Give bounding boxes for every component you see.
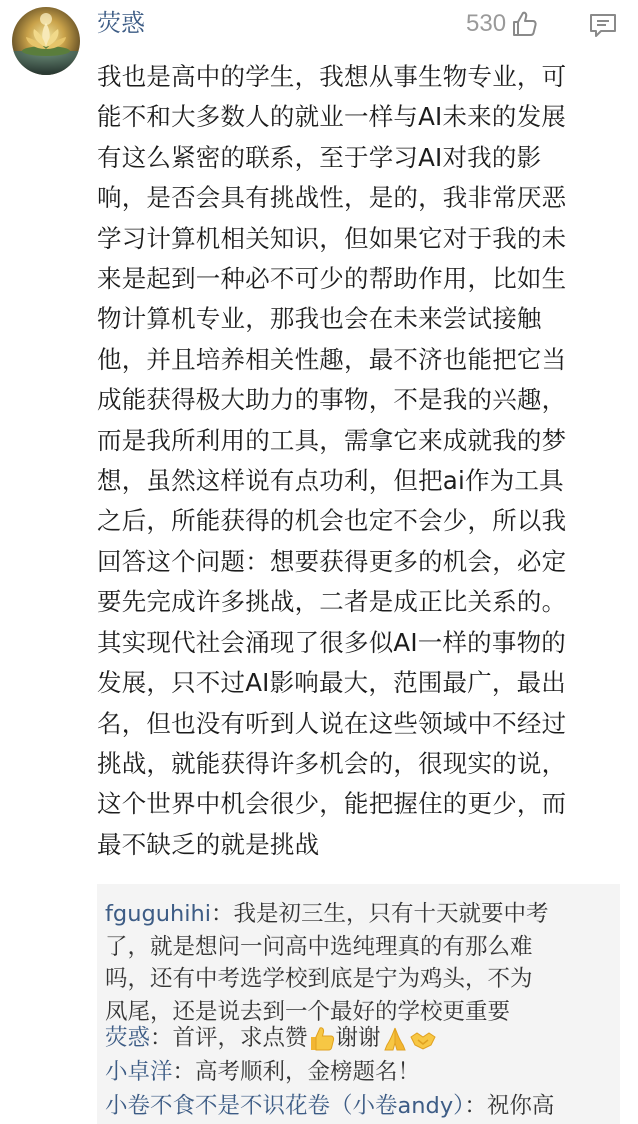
comment-line: 学习计算机相关知识，但如果它对于我的未	[97, 223, 567, 253]
comment-line: 能不和大多数人的就业一样与AI未来的发展	[97, 102, 566, 132]
like-count: 530	[466, 10, 507, 37]
comment-line: 之后，所能获得的机会也定不会少，所以我	[97, 506, 567, 536]
comment-line: 成能获得极大助力的事物，不是我的兴趣，	[97, 385, 567, 415]
reply-item[interactable]	[105, 1056, 420, 1089]
reply-text: 首评，求点赞	[172, 1025, 308, 1051]
reply-text: 谢谢	[335, 1025, 381, 1051]
reply-text: 了，就是想问一问高中选纯理真的有那么难	[105, 933, 533, 960]
avatar[interactable]	[12, 7, 80, 75]
comment-line: 这个世界中机会很少，能把握住的更少，而	[97, 789, 567, 819]
comment-line: 他，并且培养相关性趣，最不济也能把它当	[97, 344, 567, 374]
thumbs-up-icon[interactable]	[510, 9, 540, 39]
comment-line: 有这么紧密的联系，至于学习AI对我的影	[97, 142, 542, 172]
reply-text: 凤尾，还是说去到一个最好的学校更重要	[105, 998, 511, 1025]
reply-separator: ：	[150, 1025, 173, 1051]
reply-separator: ：	[464, 1093, 487, 1119]
reply-separator: ：	[211, 901, 234, 927]
like-button[interactable]	[466, 6, 540, 42]
thumbs-up-emoji-icon	[308, 1025, 336, 1053]
comment-username[interactable]: 荧惑	[97, 9, 145, 37]
reply-text: 我是初三生，只有十天就要中考	[233, 901, 549, 927]
reply-item[interactable]	[105, 1022, 437, 1055]
comment-line: 物计算机专业，那我也会在未来尝试接触	[97, 304, 542, 334]
reply-text: 祝你高	[486, 1093, 555, 1119]
reply-author[interactable]: fguguhihi	[105, 901, 212, 927]
comment-line: 回答这个问题：想要获得更多的机会，必定	[97, 546, 567, 576]
comment-line: 名，但也没有听到人说在这些领域中不经过	[97, 708, 567, 738]
reply-list[interactable]	[97, 884, 620, 1124]
handshake-emoji-icon	[409, 1025, 437, 1053]
comment-line: 我也是高中的学生，我想从事生物专业，可	[97, 62, 567, 91]
reply-text: 吗，还有中考选学校到底是宁为鸡头，不为	[105, 966, 533, 992]
comment-line: 要先完成许多挑战，二者是成正比关系的。	[97, 587, 567, 617]
comment-reply-icon[interactable]	[588, 10, 618, 40]
reply-separator: ：	[172, 1059, 196, 1085]
reply-author[interactable]: 荧惑	[105, 1025, 151, 1051]
reply-author[interactable]: 小卓洋	[105, 1059, 173, 1085]
comment-line: 响，是否会具有挑战性，是的，我非常厌恶	[97, 183, 567, 213]
comment-line: 最不缺乏的就是挑战	[97, 829, 320, 859]
comment-line: 挑战，就能获得许多机会的，很现实的说，	[97, 748, 567, 778]
comment-line: 发展，只不过AI影响最大，范围最广，最出	[97, 668, 566, 698]
comment-body	[97, 57, 617, 865]
folded-hands-emoji-icon	[381, 1025, 409, 1053]
comment-line: 其实现代社会涌现了很多似AI一样的事物的	[97, 627, 566, 657]
comment-line: 而是我所利用的工具，需拿它来成就我的梦	[97, 425, 567, 455]
reply-author[interactable]: 小卷不食不是不识花卷（小卷andy）	[105, 1093, 465, 1119]
reply-item[interactable]	[105, 898, 549, 1028]
lotus-avatar-icon	[12, 7, 80, 75]
reply-text: 高考顺利，金榜题名！	[195, 1059, 421, 1085]
comment-line: 来是起到一种必不可少的帮助作用，比如生	[97, 264, 567, 294]
comment-line: 想，虽然这样说有点功利，但把ai作为工具	[97, 466, 564, 496]
